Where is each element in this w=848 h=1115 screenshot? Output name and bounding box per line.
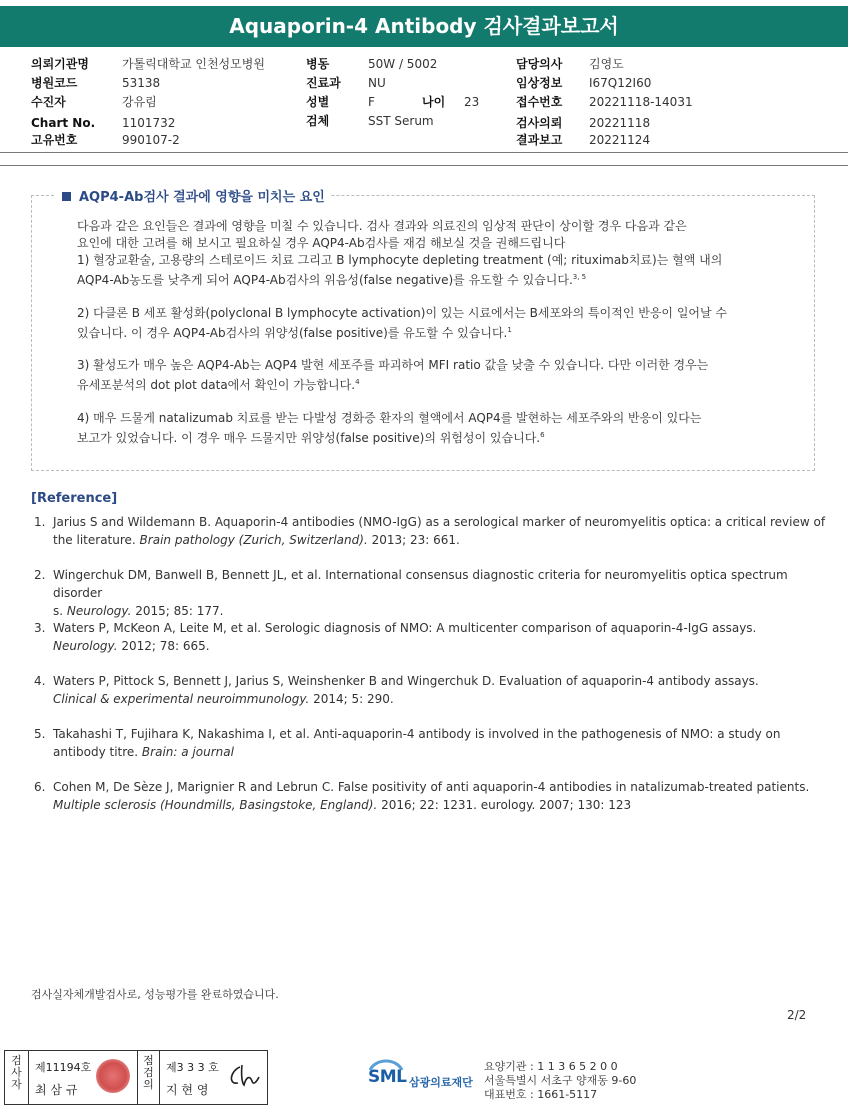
- tester-label-char: 사: [11, 1066, 22, 1079]
- factor-item-4-line1: 4) 매우 드물게 natalizumab 치료를 받는 다발성 경화증 환자의 혈액에서 AQP4를 발현하는 세포주와의 반응이 있다는: [77, 411, 702, 425]
- label-report-date: 결과보고: [516, 133, 563, 147]
- label-clinical-info: 임상정보: [516, 76, 563, 90]
- factor-item-4-line2: [77, 427, 797, 447]
- checker-name: 지 현 영: [166, 1083, 209, 1097]
- label-sex: 성별: [306, 95, 330, 109]
- value-hospital-code: 53138: [122, 76, 161, 90]
- reference-tail: 2015; 85: 177.: [131, 604, 224, 618]
- reference-item-4: [34, 672, 834, 708]
- reference-heading: [Reference]: [31, 491, 118, 506]
- value-report-date: 20221124: [589, 133, 651, 147]
- label-chart-no: Chart No.: [31, 116, 96, 130]
- reference-item-6: [34, 778, 834, 814]
- label-hospital-code: 병원코드: [31, 76, 78, 90]
- reference-item-1: [34, 513, 834, 549]
- factor-item-2: [77, 305, 797, 342]
- value-ward: 50W / 5002: [368, 57, 438, 71]
- intro-line: 요인에 대한 고려를 해 보시고 필요하실 경우 AQP4-Ab검사를 재검 해보실 것을 권해드립니다: [77, 236, 566, 250]
- tester-label-char: 자: [11, 1078, 22, 1091]
- value-sex: F: [368, 95, 375, 109]
- reference-number: 5.: [34, 727, 46, 741]
- value-clinical-info: I67Q12I60: [589, 76, 652, 90]
- reference-line2: [53, 637, 834, 655]
- label-unique-id: 고유번호: [31, 133, 78, 147]
- reference-line2: [53, 531, 834, 549]
- value-department: NU: [368, 76, 386, 90]
- reference-tail: 2014; 5: 290.: [309, 692, 394, 706]
- label-requesting-institution: 의뢰기관명: [31, 57, 89, 71]
- factor-item-1-text: AQP4-Ab농도를 낮추게 되어 AQP4-Ab검사의 위음성(false negative)를 유도할 수 있습니다.: [77, 273, 573, 287]
- tester-label-char: 검: [11, 1054, 22, 1067]
- factor-item-3-text: 유세포분석의 dot plot data에서 확인이 가능합니다.: [77, 378, 356, 392]
- value-receipt-no: 20221118-14031: [589, 95, 693, 109]
- reference-journal: Neurology.: [53, 639, 118, 653]
- reference-line1: Waters P, Pittock S, Bennett J, Jarius S, Weinshenker B and Wingerchuk D. Evaluation of aquaporin-4 antibody assays.: [53, 674, 759, 688]
- label-request-date: 검사의뢰: [516, 116, 563, 130]
- value-patient: 강유림: [122, 95, 157, 109]
- checker-label-char: 검: [143, 1066, 154, 1079]
- factor-item-3-line1: 3) 활성도가 매우 높은 AQP4-Ab는 AQP4 발현 세포주를 파괴하여 MFI ratio 값을 낮출 수 있습니다. 다만 이러한 경우는: [77, 358, 709, 372]
- reference-line2: [53, 690, 834, 708]
- value-physician: 김영도: [589, 57, 624, 71]
- signature-stamp-box: [4, 1050, 268, 1105]
- official-seal-icon: [96, 1059, 130, 1093]
- intro-line: 다음과 같은 요인들은 결과에 영향을 미칠 수 있습니다. 검사 결과와 의료진의 임상적 판단이 상이할 경우 다음과 같은: [77, 219, 687, 233]
- checker-no: 제3 3 3 호: [166, 1061, 219, 1074]
- label-physician: 담당의사: [516, 57, 563, 71]
- value-chart-no: 1101732: [122, 116, 176, 130]
- divider-bottom: [0, 165, 848, 166]
- checker-label: [138, 1051, 160, 1104]
- square-bullet-icon: [62, 192, 71, 201]
- reference-journal: Brain: a journal: [141, 745, 234, 759]
- org-care-code: 요양기관 : 1 1 3 6 5 2 0 0: [484, 1060, 618, 1073]
- org-logo-text: SML: [368, 1067, 407, 1087]
- value-specimen: SST Serum: [368, 114, 434, 128]
- reference-line2: [53, 796, 834, 814]
- citation-sup: 4: [355, 378, 360, 386]
- reference-line1: Wingerchuk DM, Banwell B, Bennett JL, et al. International consensus diagnostic criteria for neuromyelitis optica spectrum disorder: [53, 568, 788, 600]
- validation-footnote: 검사실자체개발검사로, 성능평가를 완료하였습니다.: [31, 988, 279, 1001]
- factor-item-1-line2: [77, 269, 797, 289]
- value-unique-id: 990107-2: [122, 133, 180, 147]
- divider-top: [0, 152, 848, 153]
- intro-paragraph: [77, 218, 797, 289]
- label-age: 나이: [422, 95, 446, 109]
- reference-journal: Neurology.: [66, 604, 132, 618]
- reference-line1: Waters P, McKeon A, Leite M, et al. Serologic diagnosis of NMO: A multicenter comparison of aquaporin-4-IgG assays.: [53, 621, 757, 635]
- factor-item-3: [77, 357, 797, 394]
- reference-line1: Jarius S and Wildemann B. Aquaporin-4 antibodies (NMO-IgG) as a serological marker of neuromyelitis optica: a critical review of: [53, 515, 826, 529]
- factors-section-title-text: AQP4-Ab검사 결과에 영향을 미치는 요인: [79, 190, 325, 205]
- factor-item-2-line1: 2) 다클론 B 세포 활성화(polyclonal B lymphocyte activation)이 있는 시료에서는 B세포와의 특이적인 반응이 일어날 수: [77, 306, 728, 320]
- reference-tail: 2012; 78: 665.: [117, 639, 210, 653]
- checker-label-char: 의: [143, 1078, 154, 1091]
- tester-label: [5, 1051, 29, 1104]
- reference-number: 6.: [34, 780, 46, 794]
- reference-line2-pre: the literature.: [53, 533, 140, 547]
- label-department: 진료과: [306, 76, 341, 90]
- tester-name: 최 삼 규: [35, 1083, 78, 1097]
- reference-number: 3.: [34, 621, 46, 635]
- handwritten-signature-icon: [226, 1061, 262, 1097]
- citation-sup: 6: [540, 431, 545, 439]
- reference-line2: [53, 602, 834, 620]
- reference-number: 4.: [34, 674, 46, 688]
- reference-journal: Clinical & experimental neuroimmunology.: [53, 692, 310, 706]
- factors-section-title: [56, 186, 331, 205]
- org-address: 서울특별시 서초구 양재동 9-60: [484, 1074, 637, 1087]
- label-receipt-no: 접수번호: [516, 95, 563, 109]
- factor-item-3-line2: [77, 374, 797, 394]
- tester-license-no: 제11194호: [35, 1061, 92, 1074]
- reference-journal: Multiple sclerosis (Houndmills, Basingstoke, England).: [53, 798, 378, 812]
- reference-item-2: [34, 566, 834, 620]
- reference-tail: 2016; 22: 1231. eurology. 2007; 130: 123: [377, 798, 632, 812]
- factor-item-4: [77, 410, 797, 447]
- checker-label-char: 점: [143, 1054, 154, 1067]
- factor-item-1-line1: 1) 혈장교환술, 고용량의 스테로이드 치료 그리고 B lymphocyte depleting treatment (예; rituximab치료)는 혈액 내의: [77, 253, 723, 267]
- citation-sup: 1: [507, 326, 512, 334]
- reference-line1: Takahashi T, Fujihara K, Nakashima I, et al. Anti-aquaporin-4 antibody is involved in the pathogenesis of NMO: a study on: [53, 727, 781, 741]
- label-specimen: 검체: [306, 114, 330, 128]
- reference-line2: [53, 743, 834, 761]
- value-requesting-institution: 가톨릭대학교 인천성모병원: [122, 57, 265, 71]
- reference-item-3: [34, 619, 834, 655]
- org-phone: 대표번호 : 1661-5117: [484, 1088, 598, 1101]
- citation-sup: 3, 5: [572, 273, 587, 281]
- reference-tail: 2013; 23: 661.: [367, 533, 460, 547]
- org-name: 삼광의료재단: [409, 1076, 473, 1089]
- reference-line1: Cohen M, De Sèze J, Marignier R and Lebrun C. False positivity of anti aquaporin-4 antibodies in natalizumab-treated patients.: [53, 780, 810, 794]
- patient-info: [0, 0, 848, 160]
- factor-item-2-line2: [77, 322, 797, 342]
- reference-item-5: [34, 725, 834, 761]
- reference-line2-pre: s.: [53, 604, 67, 618]
- reference-line2-pre: antibody titre.: [53, 745, 142, 759]
- reference-number: 1.: [34, 515, 46, 529]
- label-ward: 병동: [306, 57, 330, 71]
- factor-item-2-text: 있습니다. 이 경우 AQP4-Ab검사의 위양성(false positive)를 유도할 수 있습니다.: [77, 326, 508, 340]
- factor-item-4-text: 보고가 있었습니다. 이 경우 매우 드물지만 위양성(false positive)의 위험성이 있습니다.: [77, 431, 541, 445]
- reference-journal: Brain pathology (Zurich, Switzerland).: [139, 533, 368, 547]
- label-patient: 수진자: [31, 95, 66, 109]
- page-number: 2/2: [787, 1008, 807, 1022]
- reference-number: 2.: [34, 568, 46, 582]
- report-title: Aquaporin-4 Antibody 검사결과보고서: [0, 6, 848, 47]
- value-age: 23: [464, 95, 480, 109]
- value-request-date: 20221118: [589, 116, 651, 130]
